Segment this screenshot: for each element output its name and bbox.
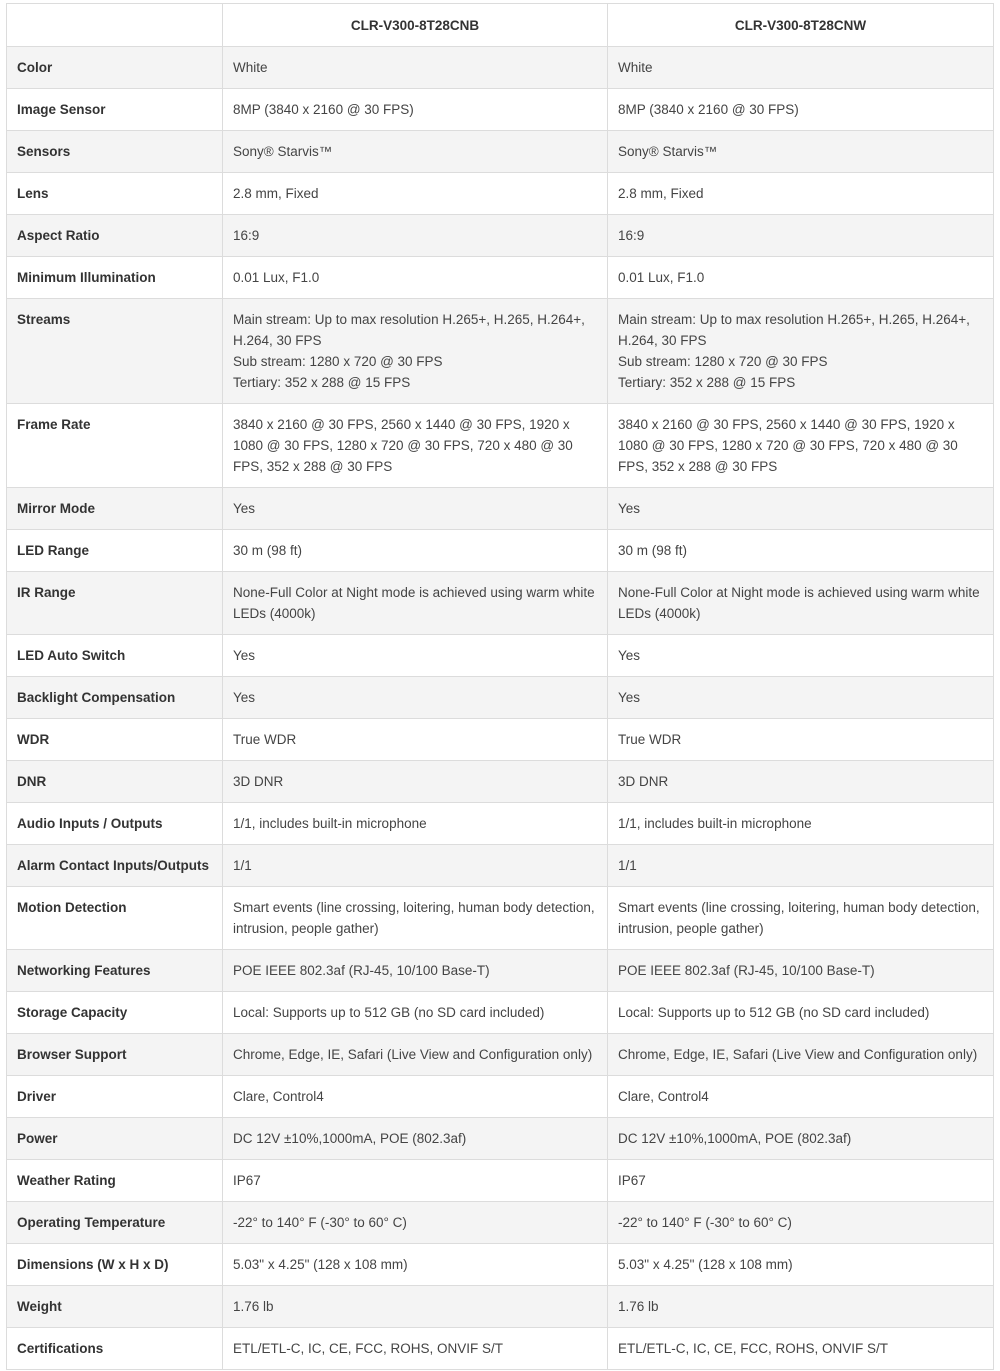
spec-label: Power xyxy=(7,1118,223,1160)
spec-label: Sensors xyxy=(7,131,223,173)
spec-value-line: DC 12V ±10%,1000mA, POE (802.3af) xyxy=(233,1131,467,1146)
spec-value-line: Chrome, Edge, IE, Safari (Live View and Configuration only) xyxy=(233,1047,593,1062)
spec-value-line: None-Full Color at Night mode is achieved using warm white LEDs (4000k) xyxy=(618,585,980,621)
header-row xyxy=(7,4,994,47)
spec-value-cnb xyxy=(223,1328,608,1370)
spec-table-header xyxy=(7,4,994,47)
spec-value-cnb xyxy=(223,677,608,719)
spec-label: Streams xyxy=(7,299,223,404)
spec-label: Backlight Compensation xyxy=(7,677,223,719)
spec-value-line: 1.76 lb xyxy=(618,1299,659,1314)
spec-label: Driver xyxy=(7,1076,223,1118)
spec-value-line: ETL/ETL-C, IC, CE, FCC, ROHS, ONVIF S/T xyxy=(233,1341,504,1356)
spec-value-line: White xyxy=(233,60,268,75)
spec-value-cnb xyxy=(223,131,608,173)
spec-row xyxy=(7,1202,994,1244)
spec-value-line: 16:9 xyxy=(233,228,260,243)
spec-value-line: 3840 x 2160 @ 30 FPS, 2560 x 1440 @ 30 FPS, 1920 x 1080 @ 30 FPS, 1280 x 720 @ 30 FPS, 720 x 480 @ 30 FPS, 352 x 288 @ 30 FPS xyxy=(618,417,958,474)
spec-value-cnb xyxy=(223,404,608,488)
spec-value-cnw xyxy=(608,761,994,803)
spec-label: Storage Capacity xyxy=(7,992,223,1034)
spec-label: LED Auto Switch xyxy=(7,635,223,677)
spec-value-cnb xyxy=(223,173,608,215)
spec-value-cnw xyxy=(608,635,994,677)
spec-value-cnw xyxy=(608,719,994,761)
spec-value-cnb xyxy=(223,803,608,845)
spec-label: Certifications xyxy=(7,1328,223,1370)
spec-row xyxy=(7,131,994,173)
spec-value-line: Clare, Control4 xyxy=(233,1089,324,1104)
spec-row xyxy=(7,530,994,572)
spec-row xyxy=(7,572,994,635)
spec-value-cnb xyxy=(223,1034,608,1076)
spec-value-cnw xyxy=(608,257,994,299)
spec-value-line: 2.8 mm, Fixed xyxy=(233,186,319,201)
spec-value-line: 3840 x 2160 @ 30 FPS, 2560 x 1440 @ 30 FPS, 1920 x 1080 @ 30 FPS, 1280 x 720 @ 30 FPS, 720 x 480 @ 30 FPS, 352 x 288 @ 30 FPS xyxy=(233,417,573,474)
spec-value-cnb xyxy=(223,530,608,572)
spec-label: LED Range xyxy=(7,530,223,572)
spec-value-line: 0.01 Lux, F1.0 xyxy=(233,270,320,285)
spec-value-line: POE IEEE 802.3af (RJ-45, 10/100 Base-T) xyxy=(618,963,875,978)
spec-value-line: 16:9 xyxy=(618,228,645,243)
spec-label: Frame Rate xyxy=(7,404,223,488)
spec-label: WDR xyxy=(7,719,223,761)
spec-value-line: Main stream: Up to max resolution H.265+, H.265, H.264+, H.264, 30 FPS xyxy=(233,312,585,348)
spec-value-cnb xyxy=(223,635,608,677)
spec-value-line: Local: Supports up to 512 GB (no SD card included) xyxy=(233,1005,545,1020)
spec-value-cnb xyxy=(223,257,608,299)
spec-label: Lens xyxy=(7,173,223,215)
spec-label: Dimensions (W x H x D) xyxy=(7,1244,223,1286)
spec-value-line: Sub stream: 1280 x 720 @ 30 FPS xyxy=(618,354,828,369)
spec-value-line: -22° to 140° F (-30° to 60° C) xyxy=(233,1215,407,1230)
spec-value-line: 8MP (3840 x 2160 @ 30 FPS) xyxy=(233,102,414,117)
spec-row xyxy=(7,761,994,803)
spec-value-cnw xyxy=(608,992,994,1034)
spec-row xyxy=(7,845,994,887)
spec-value-cnw xyxy=(608,215,994,257)
spec-row xyxy=(7,1286,994,1328)
spec-value-line: 1/1 xyxy=(618,858,637,873)
spec-value-line: 0.01 Lux, F1.0 xyxy=(618,270,705,285)
spec-row xyxy=(7,257,994,299)
spec-value-cnw xyxy=(608,530,994,572)
spec-value-line: White xyxy=(618,60,653,75)
spec-value-cnw xyxy=(608,887,994,950)
spec-value-line: -22° to 140° F (-30° to 60° C) xyxy=(618,1215,792,1230)
spec-value-cnw xyxy=(608,404,994,488)
spec-value-line: 30 m (98 ft) xyxy=(618,543,688,558)
spec-value-cnb xyxy=(223,47,608,89)
spec-value-line: 1/1, includes built-in microphone xyxy=(233,816,427,831)
spec-value-cnb xyxy=(223,488,608,530)
spec-value-cnb xyxy=(223,950,608,992)
spec-row xyxy=(7,803,994,845)
spec-label: Minimum Illumination xyxy=(7,257,223,299)
spec-value-line: IP67 xyxy=(618,1173,646,1188)
spec-row xyxy=(7,635,994,677)
spec-label: Weather Rating xyxy=(7,1160,223,1202)
spec-value-line: 3D DNR xyxy=(233,774,284,789)
header-model-cnb: CLR-V300-8T28CNB xyxy=(223,4,608,47)
spec-value-cnb xyxy=(223,1286,608,1328)
spec-row xyxy=(7,299,994,404)
spec-value-cnb xyxy=(223,1118,608,1160)
spec-value-cnw xyxy=(608,1076,994,1118)
spec-value-line: True WDR xyxy=(618,732,682,747)
spec-value-cnb xyxy=(223,1076,608,1118)
spec-label: Motion Detection xyxy=(7,887,223,950)
spec-value-line: POE IEEE 802.3af (RJ-45, 10/100 Base-T) xyxy=(233,963,490,978)
spec-value-line: 30 m (98 ft) xyxy=(233,543,303,558)
spec-row xyxy=(7,404,994,488)
spec-value-line: Sub stream: 1280 x 720 @ 30 FPS xyxy=(233,354,443,369)
spec-value-line: 8MP (3840 x 2160 @ 30 FPS) xyxy=(618,102,799,117)
spec-row xyxy=(7,173,994,215)
spec-value-line: 2.8 mm, Fixed xyxy=(618,186,704,201)
spec-row xyxy=(7,992,994,1034)
spec-label: Color xyxy=(7,47,223,89)
spec-row xyxy=(7,1118,994,1160)
spec-value-line: Sony® Starvis™ xyxy=(618,144,718,159)
header-model-cnw: CLR-V300-8T28CNW xyxy=(608,4,994,47)
spec-label: Networking Features xyxy=(7,950,223,992)
spec-value-line: Smart events (line crossing, loitering, human body detection, intrusion, people gather) xyxy=(618,900,980,936)
spec-value-line: Sony® Starvis™ xyxy=(233,144,333,159)
spec-row xyxy=(7,950,994,992)
spec-value-cnw xyxy=(608,572,994,635)
header-blank-cell xyxy=(7,4,223,47)
spec-value-line: Yes xyxy=(233,648,256,663)
spec-value-line: 1/1, includes built-in microphone xyxy=(618,816,812,831)
spec-row xyxy=(7,1244,994,1286)
spec-value-cnw xyxy=(608,173,994,215)
spec-value-line: Chrome, Edge, IE, Safari (Live View and Configuration only) xyxy=(618,1047,978,1062)
spec-row xyxy=(7,47,994,89)
spec-value-line: 1/1 xyxy=(233,858,252,873)
spec-row xyxy=(7,677,994,719)
spec-value-cnw xyxy=(608,803,994,845)
spec-label: Aspect Ratio xyxy=(7,215,223,257)
spec-value-cnw xyxy=(608,1034,994,1076)
spec-value-line: Tertiary: 352 x 288 @ 15 FPS xyxy=(233,375,411,390)
spec-row xyxy=(7,1034,994,1076)
spec-label: Browser Support xyxy=(7,1034,223,1076)
spec-label: Weight xyxy=(7,1286,223,1328)
spec-value-line: Yes xyxy=(618,501,641,516)
spec-row xyxy=(7,1160,994,1202)
spec-row xyxy=(7,719,994,761)
spec-value-cnb xyxy=(223,1160,608,1202)
spec-value-line: Yes xyxy=(233,501,256,516)
spec-value-line: True WDR xyxy=(233,732,297,747)
spec-value-line: None-Full Color at Night mode is achieved using warm white LEDs (4000k) xyxy=(233,585,595,621)
spec-value-cnw xyxy=(608,950,994,992)
spec-value-cnw xyxy=(608,47,994,89)
spec-label: Image Sensor xyxy=(7,89,223,131)
spec-table-body xyxy=(7,47,994,1370)
spec-value-line: DC 12V ±10%,1000mA, POE (802.3af) xyxy=(618,1131,852,1146)
spec-label: DNR xyxy=(7,761,223,803)
spec-value-cnb xyxy=(223,887,608,950)
spec-value-cnw xyxy=(608,677,994,719)
spec-value-line: Tertiary: 352 x 288 @ 15 FPS xyxy=(618,375,796,390)
spec-value-line: 3D DNR xyxy=(618,774,669,789)
spec-value-line: Clare, Control4 xyxy=(618,1089,709,1104)
spec-value-cnb xyxy=(223,845,608,887)
spec-value-cnw xyxy=(608,1286,994,1328)
spec-value-line: Yes xyxy=(618,690,641,705)
spec-value-cnb xyxy=(223,719,608,761)
spec-value-cnb xyxy=(223,992,608,1034)
spec-value-line: 5.03" x 4.25" (128 x 108 mm) xyxy=(233,1257,408,1272)
spec-value-cnw xyxy=(608,299,994,404)
spec-value-cnb xyxy=(223,1202,608,1244)
spec-value-line: Main stream: Up to max resolution H.265+, H.265, H.264+, H.264, 30 FPS xyxy=(618,312,970,348)
spec-row xyxy=(7,887,994,950)
spec-value-cnw xyxy=(608,1328,994,1370)
spec-value-cnw xyxy=(608,488,994,530)
spec-value-line: Yes xyxy=(233,690,256,705)
spec-label: Operating Temperature xyxy=(7,1202,223,1244)
spec-value-cnb xyxy=(223,299,608,404)
spec-value-cnw xyxy=(608,1202,994,1244)
spec-value-line: 5.03" x 4.25" (128 x 108 mm) xyxy=(618,1257,793,1272)
spec-value-line: ETL/ETL-C, IC, CE, FCC, ROHS, ONVIF S/T xyxy=(618,1341,889,1356)
spec-value-line: IP67 xyxy=(233,1173,261,1188)
spec-row xyxy=(7,215,994,257)
spec-value-cnb xyxy=(223,1244,608,1286)
spec-label: Mirror Mode xyxy=(7,488,223,530)
spec-label: Alarm Contact Inputs/Outputs xyxy=(7,845,223,887)
spec-value-cnw xyxy=(608,1244,994,1286)
spec-value-line: Yes xyxy=(618,648,641,663)
spec-value-cnb xyxy=(223,215,608,257)
spec-value-line: 1.76 lb xyxy=(233,1299,274,1314)
spec-value-line: Smart events (line crossing, loitering, human body detection, intrusion, people gather) xyxy=(233,900,595,936)
spec-table xyxy=(6,3,994,1370)
spec-row xyxy=(7,1076,994,1118)
spec-label: IR Range xyxy=(7,572,223,635)
spec-value-cnb xyxy=(223,761,608,803)
spec-table-container xyxy=(6,3,993,1370)
spec-value-cnw xyxy=(608,1118,994,1160)
spec-value-line: Local: Supports up to 512 GB (no SD card included) xyxy=(618,1005,930,1020)
spec-label: Audio Inputs / Outputs xyxy=(7,803,223,845)
spec-row xyxy=(7,89,994,131)
spec-value-cnb xyxy=(223,572,608,635)
spec-value-cnb xyxy=(223,89,608,131)
spec-value-cnw xyxy=(608,89,994,131)
spec-value-cnw xyxy=(608,845,994,887)
spec-row xyxy=(7,488,994,530)
spec-row xyxy=(7,1328,994,1370)
spec-value-cnw xyxy=(608,131,994,173)
spec-value-cnw xyxy=(608,1160,994,1202)
